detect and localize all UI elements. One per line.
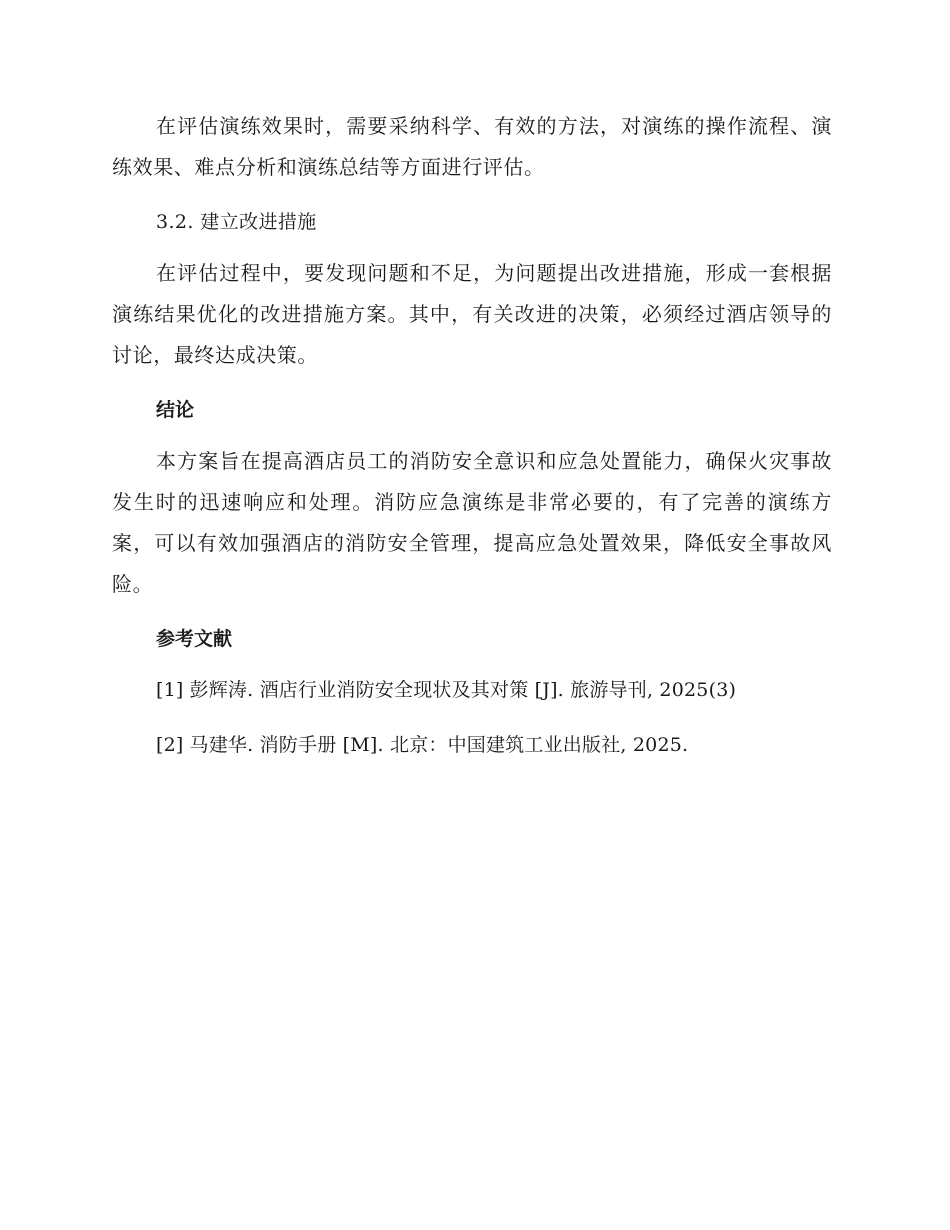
reference-number: [1] [156, 679, 184, 701]
reference-item-2 [112, 725, 832, 766]
reference-text: 彭辉涛. 酒店行业消防安全现状及其对策 [J]. 旅游导刊, 2025(3) [189, 679, 737, 701]
references-heading: 参考文献 [156, 628, 233, 650]
document-page [112, 106, 832, 780]
intro-paragraph: 在评估演练效果时，需要采纳科学、有效的方法，对演练的操作流程、演练效果、难点分析和演练总结等方面进行评估。 [112, 114, 832, 179]
reference-number: [2] [156, 734, 184, 756]
section-3-2-heading: 3.2. 建立改进措施 [156, 211, 317, 233]
section-3-2-paragraph: 在评估过程中，要发现问题和不足，为问题提出改进措施，形成一套根据演练结果优化的改进措施方案。其中，有关改进的决策，必须经过酒店领导的讨论，最终达成决策。 [112, 261, 832, 367]
reference-item-1 [112, 670, 832, 711]
conclusion-paragraph: 本方案旨在提高酒店员工的消防安全意识和应急处置能力，确保火灾事故发生时的迅速响应和处理。消防应急演练是非常必要的，有了完善的演练方案，可以有效加强酒店的消防安全管理，提高应急处置效果，降低安全事故风险。 [112, 449, 832, 596]
reference-text: 马建华. 消防手册 [M]. 北京：中国建筑工业出版社, 2025. [189, 734, 689, 756]
conclusion-heading: 结论 [156, 399, 195, 421]
